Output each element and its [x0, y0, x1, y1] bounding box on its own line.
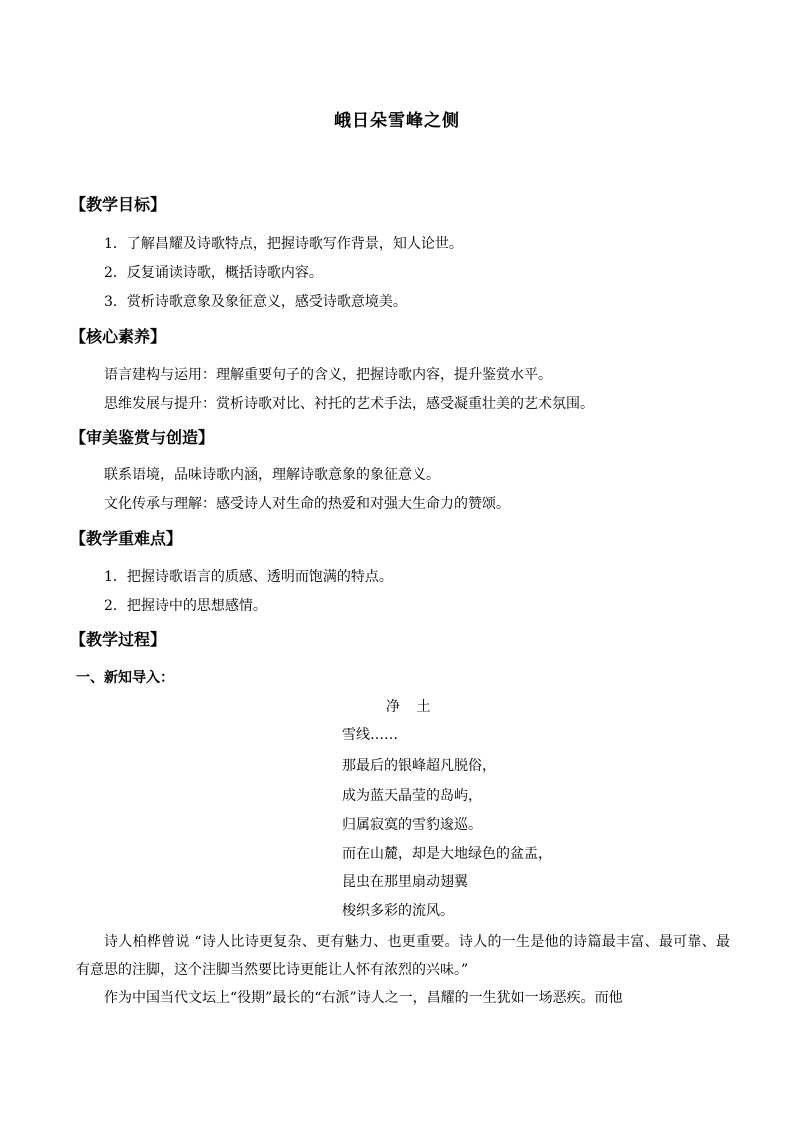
- subheading-intro: 一、新知导入：: [76, 670, 174, 686]
- poem-line: 归属寂寞的雪豹逡巡。: [342, 817, 482, 833]
- poem-line: 那最后的银峰超凡脱俗，: [342, 758, 496, 774]
- section-heading-core: 【核心素养】: [70, 327, 167, 346]
- aesthetic-item: 文化传承与理解：感受诗人对生命的热爱和对强大生命力的赞颂。: [104, 496, 510, 512]
- section-heading-process: 【教学过程】: [70, 630, 167, 649]
- section-heading-aesthetic: 【审美鉴赏与创造】: [70, 428, 215, 447]
- body-paragraph: 诗人柏桦曾说 “诗人比诗更复杂、更有魅力、也更重要。诗人的一生是他的诗篇最丰富、最可靠、最有意思的注脚，这个注脚当然要比诗更能让人怀有浓烈的兴味。”: [76, 934, 730, 978]
- core-item: 语言建构与运用：理解重要句子的含义，把握诗歌内容，提升鉴赏水平。: [104, 367, 552, 383]
- poem-title: 净 土: [386, 699, 437, 715]
- poem-line: 雪线……: [342, 727, 398, 743]
- keypoint-item: 2．把握诗中的思想感情。: [104, 598, 267, 614]
- section-heading-objectives: 【教学目标】: [70, 195, 167, 214]
- page-title: 峨日朵雪峰之侧: [334, 111, 460, 131]
- objective-item: 1．了解昌耀及诗歌特点，把握诗歌写作背景，知人论世。: [104, 236, 463, 252]
- poem-line: 而在山麓，却是大地绿色的盆盂，: [342, 846, 552, 862]
- aesthetic-item: 联系语境，品味诗歌内涵，理解诗歌意象的象征意义。: [104, 467, 440, 483]
- keypoint-item: 1．把握诗歌语言的质感、透明而饱满的特点。: [104, 569, 393, 585]
- poem-line: 昆虫在那里扇动翅翼: [342, 874, 468, 890]
- section-heading-keypoints: 【教学重难点】: [70, 529, 183, 548]
- objective-item: 2．反复诵读诗歌，概括诗歌内容。: [104, 265, 323, 281]
- core-item: 思维发展与提升：赏析诗歌对比、衬托的艺术手法，感受凝重壮美的艺术氛围。: [104, 396, 594, 412]
- objective-item: 3．赏析诗歌意象及象征意义，感受诗歌意境美。: [104, 294, 407, 310]
- poem-line: 成为蓝天晶莹的岛屿，: [342, 788, 482, 804]
- poem-line: 梭织多彩的流风。: [342, 903, 454, 919]
- body-paragraph: 作为中国当代文坛上“役期”最长的“右派”诗人之一，昌耀的一生犹如一场恶疾。而他: [104, 990, 623, 1006]
